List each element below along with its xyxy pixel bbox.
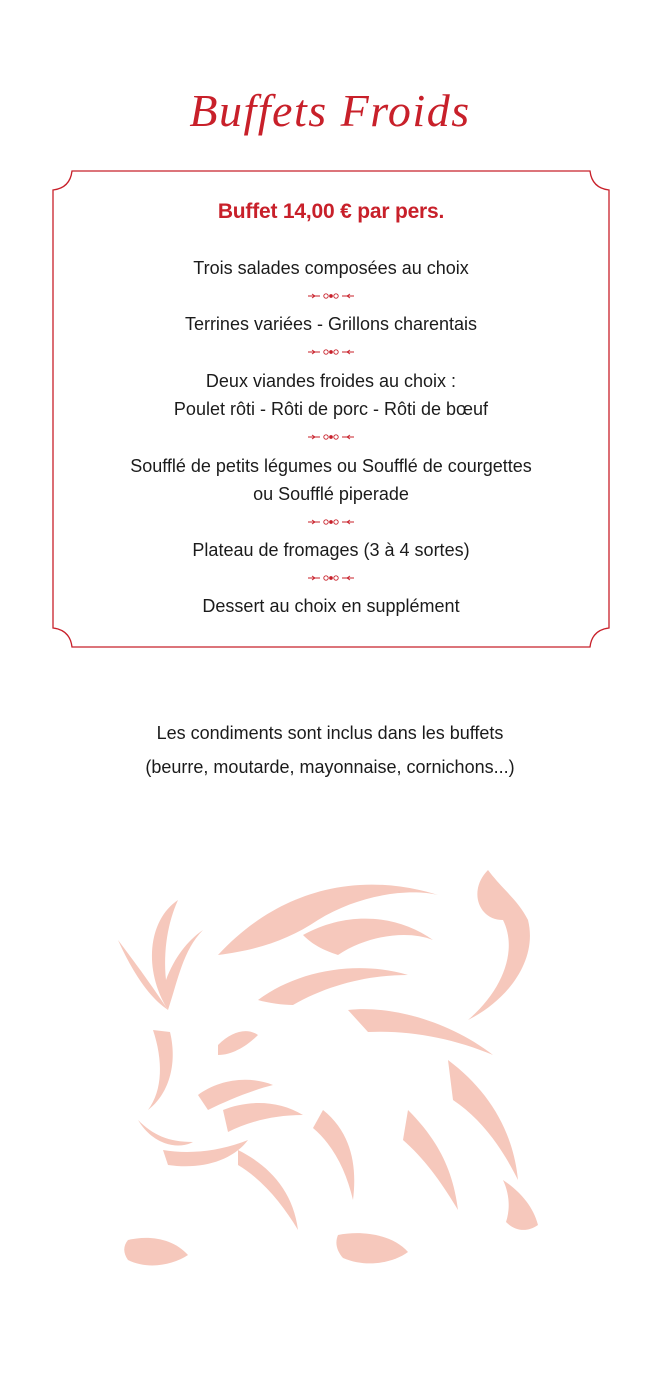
ornament-divider-icon [306, 517, 356, 527]
condiments-line-1: Les condiments sont inclus dans les buffets [156, 723, 504, 743]
menu-item-fromages [52, 536, 610, 564]
menu-item-terrines [52, 310, 610, 338]
menu-item-dessert [52, 592, 610, 620]
condiments-line-2: (beurre, moutarde, mayonnaise, cornichons...) [145, 757, 515, 777]
buffet-menu-frame [52, 170, 610, 648]
ornament-divider-icon [306, 432, 356, 442]
menu-content [52, 170, 610, 648]
menu-item-line: Terrines variées - Grillons charentais [184, 314, 478, 334]
menu-item-line: Plateau de fromages (3 à 4 sortes) [192, 540, 470, 560]
menu-item-line: Trois salades composées au choix [193, 258, 469, 278]
menu-item-viandes [52, 367, 610, 423]
menu-item-line: Poulet rôti - Rôti de porc - Rôti de bœuf [173, 399, 489, 419]
price-heading: Buffet 14,00 € par pers. [217, 200, 445, 223]
menu-item-line: Soufflé de petits légumes ou Soufflé de courgettes [130, 456, 532, 476]
bull-logo-icon [108, 860, 558, 1300]
menu-item-line: Deux viandes froides au choix : [205, 371, 457, 391]
ornament-divider-icon [306, 347, 356, 357]
menu-item-salades [52, 254, 610, 282]
menu-item-line: ou Soufflé piperade [253, 484, 409, 504]
condiments-note [0, 716, 660, 784]
ornament-divider-icon [306, 573, 356, 583]
ornament-divider-icon [306, 291, 356, 301]
page-title: Buffets Froids [189, 85, 471, 136]
menu-item-line: Dessert au choix en supplément [202, 596, 460, 616]
menu-item-souffle [52, 452, 610, 508]
